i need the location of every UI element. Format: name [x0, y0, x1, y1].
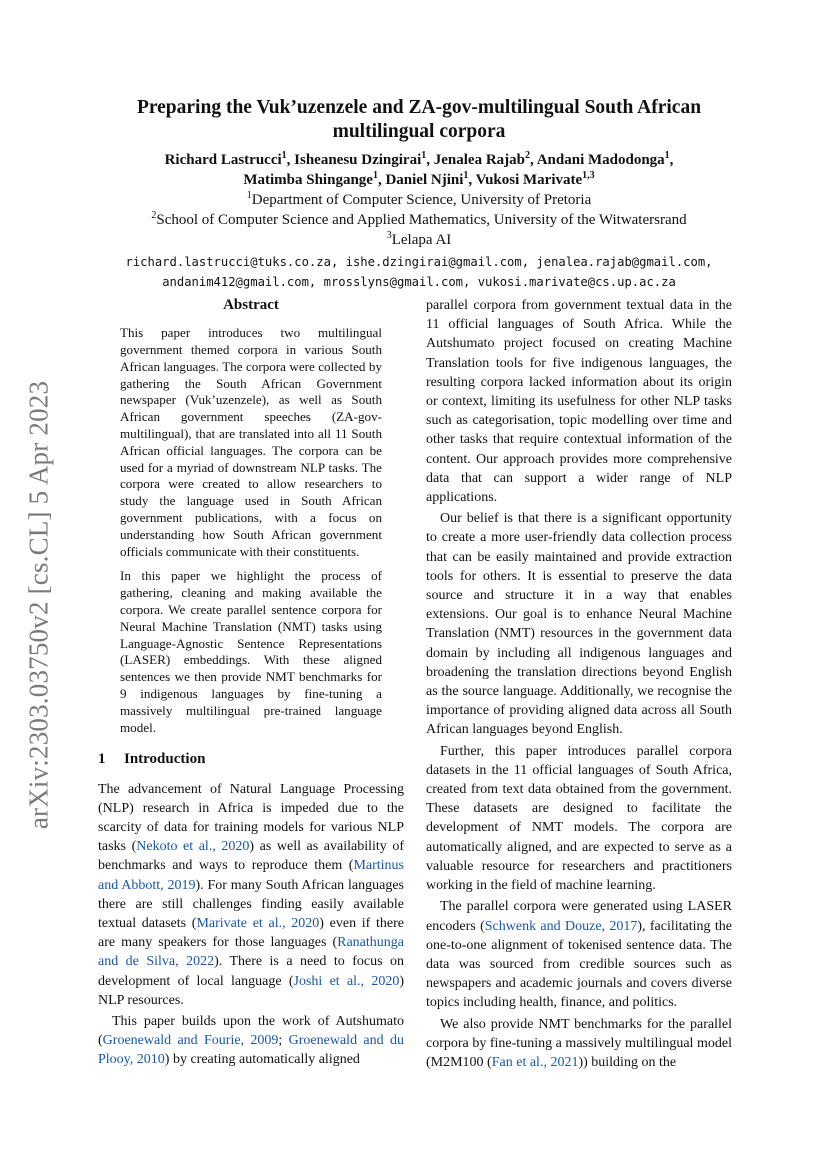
section-heading	[98, 750, 404, 769]
paper-title: Preparing the Vuk’uzenzele and ZA-gov-multilingual South African multilingual corpora	[136, 97, 702, 142]
citation-link[interactable]: Marivate et al., 2020	[196, 915, 320, 931]
text-run: ;	[278, 1033, 289, 1049]
section-title: Introduction	[124, 751, 206, 768]
author-name: Andani Madodonga	[536, 152, 665, 168]
left-column	[98, 296, 404, 1070]
citation-link[interactable]: Groenewald and Fourie, 2009	[102, 1033, 279, 1049]
affiliation-number: 1	[246, 190, 252, 201]
citation-link[interactable]: Groenewald and du Plooy, 2010	[98, 1033, 404, 1068]
body-paragraph: Our belief is that there is a significant opportunity to create a more user-friendly data collection process that can be easily maintained and provide extraction tools for others. It is essential to preserve the data source and structure it in a way that enables extensions. Our goal is to enhance Neural Machine Translation (NMT) resources in the government data domain by including all indigenous languages and broadening the translation directions beyond English as the source language. Additionally, we recognise the importance of providing aligned data across all South African languages beyond English.	[426, 511, 732, 738]
affiliation-text: Lelapa AI	[391, 232, 452, 248]
author-name: Richard Lastrucci	[164, 152, 282, 168]
citation-link[interactable]: Martinus and Abbott, 2019	[98, 858, 404, 893]
body-paragraph	[426, 897, 732, 1012]
author-affiliation-mark: 2	[525, 150, 531, 161]
abstract	[98, 325, 404, 736]
text-run: ) as well as availability of benchmarks and ways to reproduce them (	[98, 839, 405, 874]
author-affiliation-mark: 1	[372, 170, 378, 181]
author-name: Jenalea Rajab	[433, 152, 526, 168]
text-run: ). For many South African languages there are still challenges finding easily available textual datasets (	[98, 877, 404, 931]
text-run: The advancement of Natural Language Processing (NLP) research in Africa is impeded due to the scarcity of data for training models for various NLP tasks (	[98, 781, 404, 855]
author-list: Richard Lastrucci$^1$, Isheanesu Dzingirai$^1$, Jenalea Rajab$^2$, Andani Madodonga$^1$, Matimba Shingange$^1$, Daniel Njini$^1$, Vukosi Marivate$^{1,3}$	[164, 150, 674, 188]
arxiv-stamp-text: arXiv:2303.03750v2 [cs.CL] 5 Apr 2023	[23, 380, 54, 830]
body-paragraph: Further, this paper introduces parallel corpora datasets in the 11 official languages of South Africa, created from text data obtained from the government. These datasets are designed to facilitate the development of NMT models. The corpora are automatically aligned, and are expected to serve as a valuable resource for researchers and practitioners working in the field of machine learning.	[426, 743, 732, 894]
section-number: 1	[98, 751, 106, 768]
author-affiliation-mark: 1	[281, 150, 287, 161]
body-paragraph	[426, 1015, 732, 1073]
author-affiliation-mark: 1	[664, 150, 670, 161]
arxiv-stamp	[14, 370, 64, 840]
author-name: Matimba Shingange	[243, 172, 373, 188]
text-run: We also provide NMT benchmarks for the parallel corpora by fine-tuning a massively multilingual model (M2M100 (	[426, 1016, 732, 1070]
text-run: ). There is a need to focus on development of local language (	[98, 954, 404, 989]
email-line: richard.lastrucci@tuks.co.za, ishe.dzingirai@gmail.com, jenalea.rajab@gmail.com,	[125, 255, 713, 269]
citation-link[interactable]: Ranathunga and de Silva, 2022	[98, 935, 404, 970]
author-emails	[90, 252, 748, 292]
affiliation-number: 2	[151, 210, 157, 221]
abstract-paragraph: In this paper we highlight the process of gathering, cleaning and making available the corpora. We create parallel sentence corpora for Neural Machine Translation (NMT) tasks using Language-Agnostic Sentence Representations (LASER) embeddings. With these aligned sentences we then provide NMT benchmarks for 9 indigenous languages by fine-tuning a massively multilingual pre-trained language model.	[120, 568, 382, 735]
right-column	[426, 296, 732, 1072]
text-run: ) even if there are many speakers for those languages (	[98, 915, 404, 951]
intro-paragraph	[98, 780, 404, 1010]
abstract-heading: Abstract	[223, 297, 279, 313]
affiliation-number: 3	[386, 230, 392, 241]
author-name: Isheanesu Dzingirai	[294, 152, 422, 168]
author-affiliation-mark: 1,3	[582, 170, 595, 181]
body-paragraph: parallel corpora from government textual data in the 11 official languages of South Africa. While the Autshumato project focused on creating Machine Translation tools for five indigenous languages, the resulting corpora lacked information about its origin or context, limiting its usefulness for other NLP tasks such as categorisation, topic modelling over time and other tasks that require contextual information of the content. Our approach provides more comprehensive data that can support a wider range of NLP applications.	[426, 298, 732, 506]
text-run: The parallel corpora were generated using LASER encoders (	[426, 899, 732, 934]
citation-link[interactable]: Fan et al., 2021	[491, 1054, 579, 1070]
author-affiliation-mark: 1	[421, 150, 427, 161]
text-run: ), facilitating the one-to-one alignment of tokenised sentence data. The data was sourced from credible sources such as newspapers and academic journals and covers diverse topics including health, finance, and politics.	[426, 918, 732, 1011]
author-name: Vukosi Marivate	[475, 172, 583, 188]
text-run: ) NLP resources.	[98, 973, 405, 1008]
text-run: ) by creating automatically aligned	[164, 1052, 360, 1068]
affiliation	[90, 210, 748, 230]
citation-link[interactable]: Joshi et al., 2020	[293, 973, 400, 989]
text-run: This paper builds upon the work of Autshumato (	[98, 1013, 404, 1049]
affiliation	[90, 190, 748, 210]
affiliation	[90, 230, 748, 250]
citation-link[interactable]: Schwenk and Douze, 2017	[484, 918, 638, 934]
affiliation-text: School of Computer Science and Applied Mathematics, University of the Witwatersrand	[156, 212, 687, 228]
author-name: Daniel Njini	[385, 172, 464, 188]
paper-header	[90, 96, 748, 292]
affiliation-text: Department of Computer Science, University of Pretoria	[251, 192, 592, 208]
text-run: )) building on the	[578, 1054, 677, 1070]
abstract-paragraph: This paper introduces two multilingual government themed corpora in various South African languages. The corpora were collected by gathering the South African Government newspaper (Vuk’uzenzele), as well as South African government speeches (ZA-gov-multilingual), that are translated into all 11 South African official languages. The corpora can be used for a myriad of downstream NLP tasks. The corpora were created to allow researchers to study the language used in South African government publications, with a focus on understanding how South African government officials communicate with their constituents.	[120, 325, 382, 559]
email-line: andanim412@gmail.com, mrosslyns@gmail.com, vukosi.marivate@cs.up.ac.za	[162, 275, 676, 289]
citation-link[interactable]: Nekoto et al., 2020	[136, 839, 250, 855]
intro-paragraph	[98, 1012, 404, 1070]
author-affiliation-mark: 1	[463, 170, 469, 181]
